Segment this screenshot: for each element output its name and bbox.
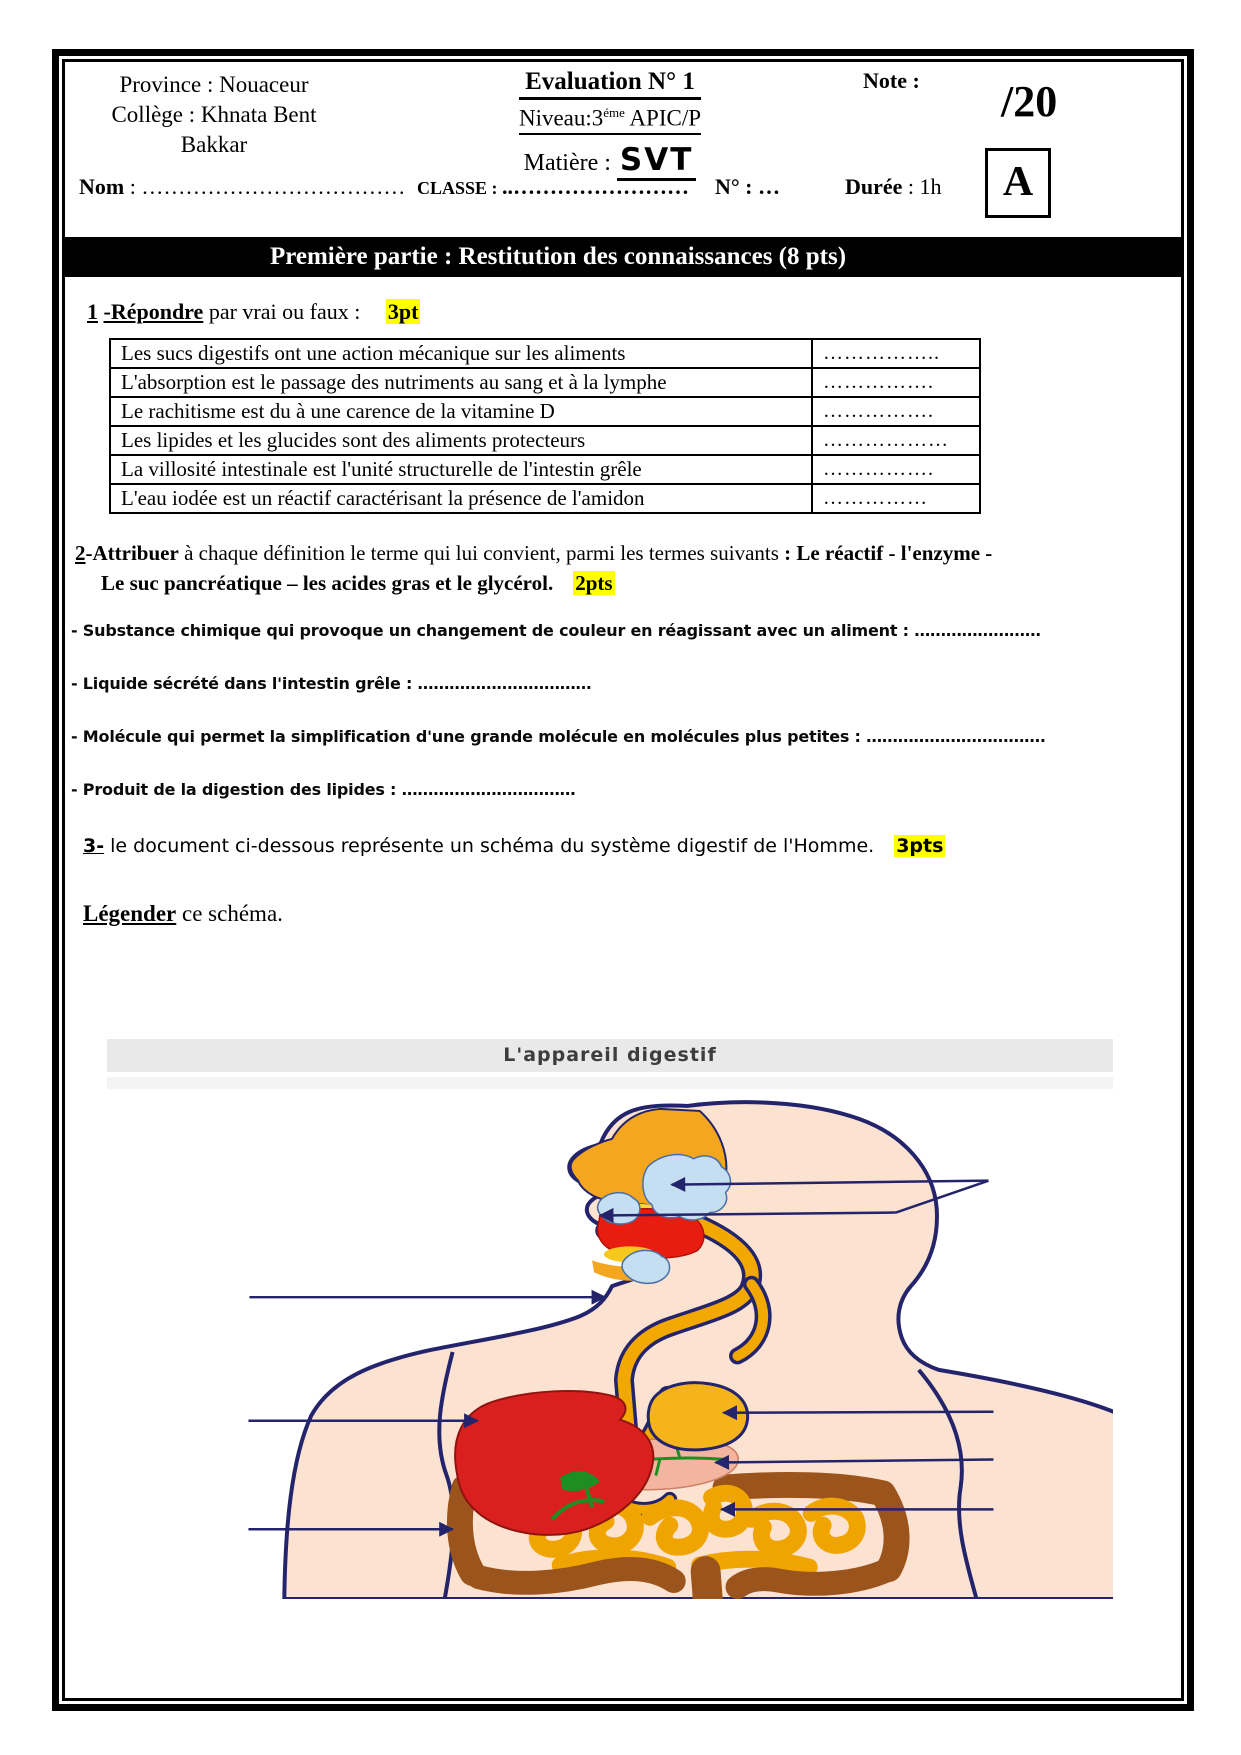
niveau-superscript: éme <box>603 105 625 120</box>
school-block <box>79 70 349 160</box>
college-line: Collège : Khnata Bent <box>111 101 317 127</box>
statement-cell: L'eau iodée est un réactif caractérisant la présence de l'amidon <box>110 484 812 513</box>
matiere-value: SVT <box>617 142 696 181</box>
digestive-system-figure <box>107 1039 1113 1599</box>
niveau-line: $Niveau:3^{éme}$ APIC/P <box>395 105 825 135</box>
statement-cell: Les lipides et les glucides sont des aliments protecteurs <box>110 426 812 455</box>
statement-cell: Le rachitisme est du à une carence de la vitamine D <box>110 397 812 426</box>
question-1-heading: 1 -Répondre par vrai ou faux : 3pt <box>87 299 419 324</box>
digestive-system-diagram <box>107 1089 1113 1599</box>
note-label: Note : <box>863 68 920 93</box>
answer-cell: …………….. <box>812 339 980 368</box>
page-border <box>52 49 1194 1711</box>
province-line: Province : Nouaceur <box>119 72 309 97</box>
colon-transverse-right <box>726 1485 883 1493</box>
statement-cell: L'absorption est le passage des nutriments au sang et à la lymphe <box>110 368 812 397</box>
title-block <box>395 68 825 178</box>
answer-cell: ……………… <box>812 426 980 455</box>
colon-bottom-left <box>479 1569 674 1583</box>
answer-cell: ……………. <box>812 368 980 397</box>
answer-cell: ……………. <box>812 397 980 426</box>
table-row <box>110 368 980 397</box>
variant-letter-box: A <box>985 148 1051 218</box>
colon-bottom-right <box>737 1571 884 1587</box>
duree-field: Durée : 1h <box>845 174 942 199</box>
page-inner-border <box>62 59 1184 1701</box>
statement-cell: La villosité intestinale est l'unité structurelle de l'intestin grêle <box>110 455 812 484</box>
question-2-heading: 2-Attribuer à chaque définition le terme qui lui convient, parmi les termes suivants : Le réactif - l'enzyme - Le suc pancréatique – les acides gras et le glycérol. 2pts <box>75 538 1177 599</box>
parotid-gland <box>643 1154 731 1219</box>
answer-cell: …………… <box>812 484 980 513</box>
points-badge-q3: 3pts <box>896 834 944 857</box>
college-line2: Bakkar <box>180 131 248 157</box>
table-row <box>110 484 980 513</box>
stomach <box>648 1382 747 1449</box>
exam-header <box>65 62 1181 237</box>
definition-line: - Molécule qui permet la simplification d'une grande molécule en molécules plus petites : ……………………………. <box>71 726 1046 746</box>
definition-line: - Liquide sécrété dans l'intestin grêle : …………………………… <box>71 673 592 693</box>
numero-field: N° : … <box>715 174 781 199</box>
evaluation-title: Evaluation N° 1 <box>519 68 701 100</box>
arrow-to-stomach <box>724 1412 994 1413</box>
score-max: /20 <box>1001 77 1058 126</box>
question-3-heading: 3- le document ci-dessous représente un schéma du système digestif de l'Homme. 3pts <box>83 834 944 857</box>
matiere-line: Matière : SVT <box>395 142 825 178</box>
part-one-banner: Première partie : Restitution des connaissances (8 pts) <box>65 237 1181 277</box>
table-row <box>110 397 980 426</box>
nom-field: Nom : ……………………………… <box>79 174 406 199</box>
terms-line-2: Le suc pancréatique – les acides gras et le glycérol. 2pts <box>101 571 613 596</box>
figure-subtitle-bar <box>107 1077 1113 1089</box>
true-false-table <box>109 338 981 514</box>
definition-line: - Produit de la digestion des lipides : …………………………… <box>71 779 576 799</box>
answer-cell: ……………. <box>812 455 980 484</box>
points-badge-q1: 3pt <box>387 299 419 324</box>
legend-instruction: Légender ce schéma. <box>83 900 283 926</box>
rectum <box>706 1571 708 1597</box>
statement-cell: Les sucs digestifs ont une action mécanique sur les aliments <box>110 339 812 368</box>
sublingual-gland <box>598 1192 640 1223</box>
figure-title-bar: L'appareil digestif <box>107 1039 1113 1072</box>
table-row <box>110 426 980 455</box>
table-row <box>110 455 980 484</box>
definition-line: - Substance chimique qui provoque un changement de couleur en réagissant avec un aliment : …………………… <box>71 620 1041 640</box>
colon-descending <box>883 1493 897 1569</box>
table-row <box>110 339 980 368</box>
classe-field: CLASSE : ..…………………… <box>417 174 690 199</box>
points-badge-q2: 2pts <box>575 571 613 596</box>
